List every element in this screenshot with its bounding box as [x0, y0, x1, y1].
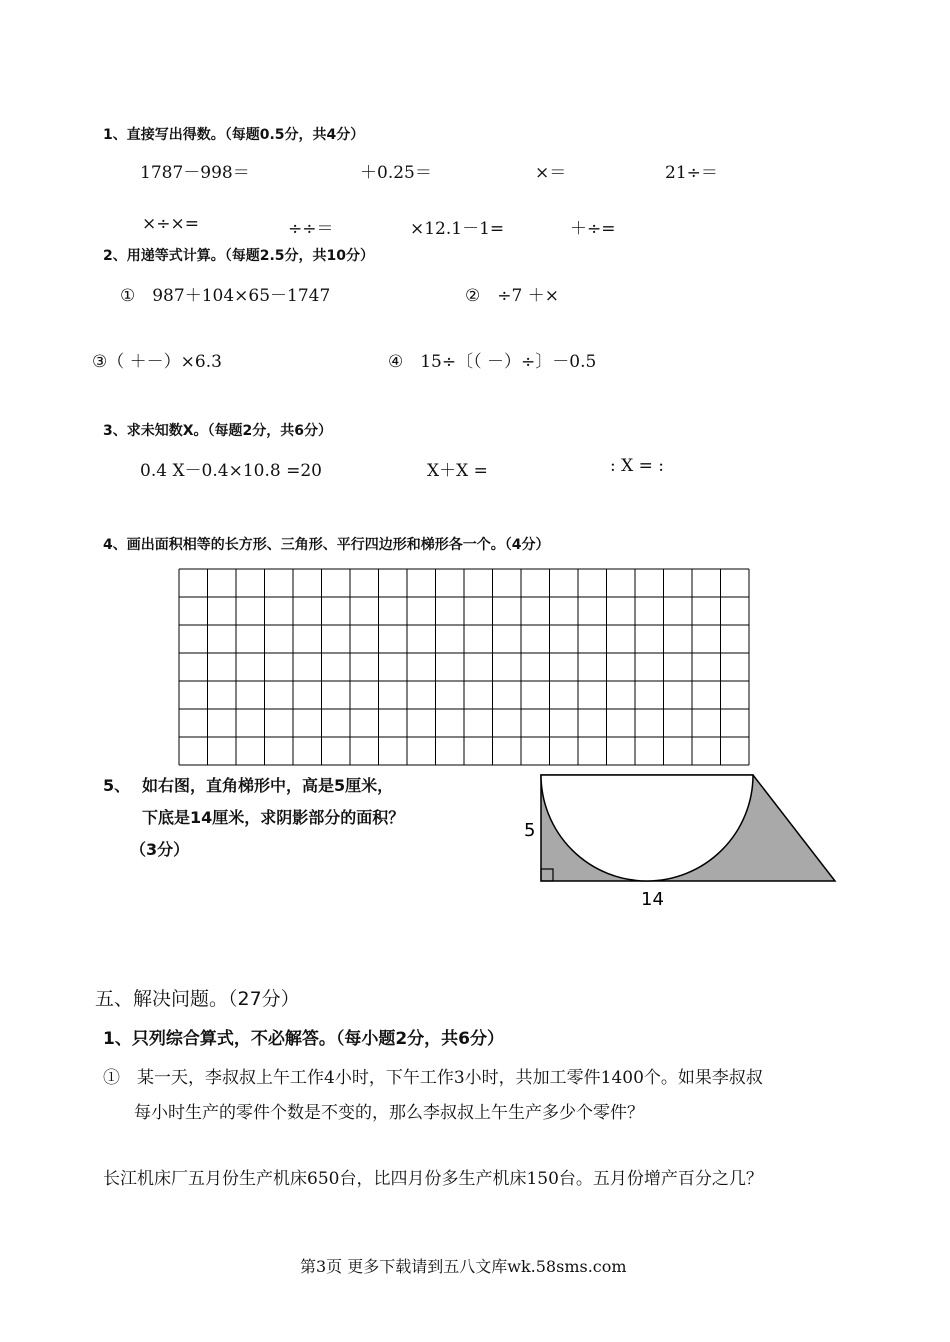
problem2: 长江机床厂五月份生产机床650台，比四月份多生产机床150台。五月份增产百分之几？	[103, 1169, 763, 1189]
trapezoid-figure	[515, 770, 845, 920]
section5-subtitle: 1、只列综合算式，不必解答。（每小题2分，共6分）	[103, 1029, 504, 1049]
q3-item: 0.4 X－0.4×10.8 =20	[140, 461, 322, 481]
q1-title: 1、直接写出得数。（每题0.5分，共4分）	[103, 127, 365, 143]
q2-item: ③（ ＋－）×6.3	[92, 352, 222, 372]
q1-expr: 1787－998＝	[140, 163, 250, 183]
q1-expr: 21÷＝	[665, 163, 718, 183]
q3-item: X＋X =	[427, 461, 488, 481]
problem1-line1: ① 某一天，李叔叔上午工作4小时，下午工作3小时，共加工零件1400个。如果李叔叔	[103, 1068, 763, 1088]
q5-text-line1: 如右图，直角梯形中，高是5厘米，	[142, 776, 394, 795]
q1-expr: ＋0.25＝	[360, 163, 432, 183]
drawing-grid[interactable]	[178, 568, 751, 768]
q3-title: 3、求未知数X。（每题2分，共6分）	[103, 423, 333, 439]
q3-item: : X = :	[610, 456, 665, 476]
q2-item: ④ 15÷〔（ －）÷〕－0.5	[388, 352, 597, 372]
q1-expr: ×12.1－1=	[410, 219, 505, 239]
q5-number: 5、	[103, 776, 131, 795]
q2-item: ② ÷7 ＋×	[465, 286, 559, 306]
q1-expr: ×÷×=	[142, 214, 199, 234]
q5-text-line3: （3分）	[130, 840, 190, 859]
section5-title: 五、解决问题。（27分）	[95, 988, 300, 1010]
q2-item: ① 987＋104×65－1747	[120, 286, 331, 306]
q5-text-line2: 下底是14厘米，求阴影部分的面积？	[142, 808, 405, 827]
q2-title: 2、用递等式计算。（每题2.5分，共10分）	[103, 248, 375, 264]
height-label: 5	[524, 820, 536, 841]
q1-expr: ÷÷＝	[288, 219, 334, 239]
problem1-line2: 每小时生产的零件个数是不变的，那么李叔叔上午生产多少个零件？	[134, 1103, 644, 1123]
page-footer: 第3页 更多下载请到五八文库wk.58sms.com	[300, 1257, 627, 1276]
q1-expr: ×＝	[535, 163, 567, 183]
q4-title: 4、画出面积相等的长方形、三角形、平行四边形和梯形各一个。（4分）	[103, 537, 550, 553]
base-label: 14	[641, 889, 664, 910]
q1-expr: ＋÷=	[570, 219, 616, 239]
